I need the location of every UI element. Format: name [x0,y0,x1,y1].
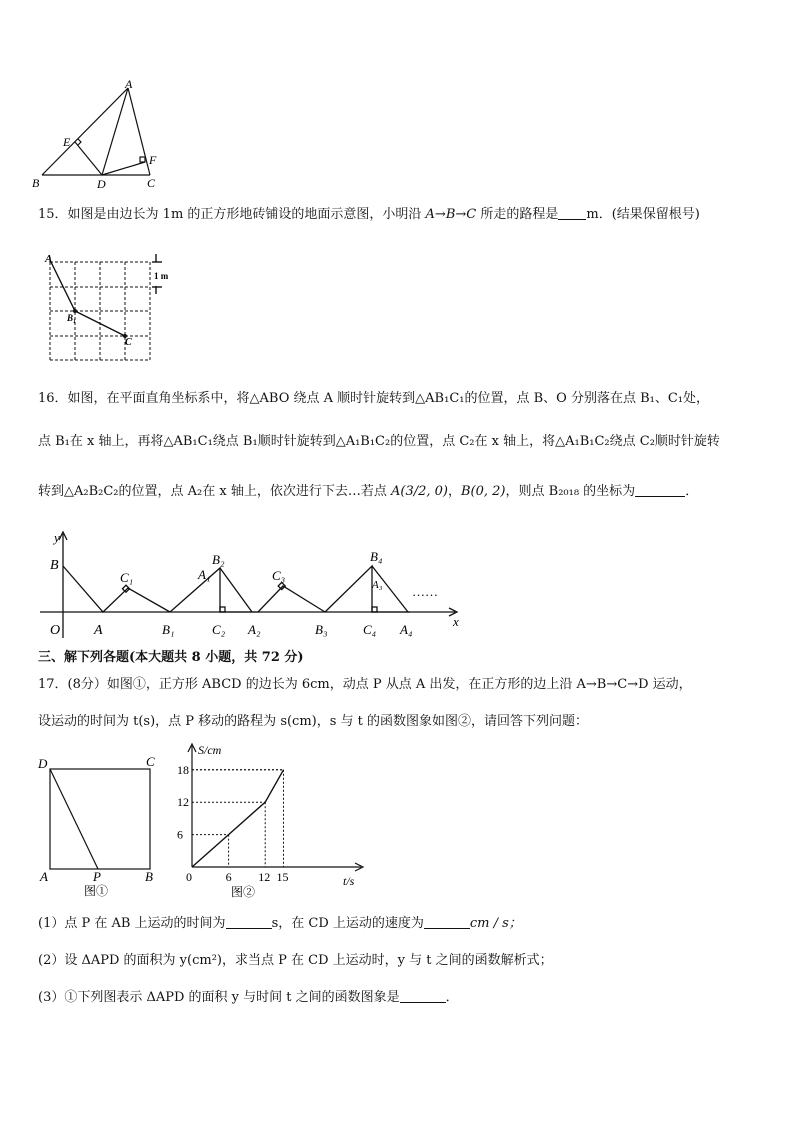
q17-line2: 设运动的时间为 t(s)，点 P 移动的路程为 s(cm)，s 与 t 的函数图象如图②，请回答下列问题： [38,714,589,729]
sq-label-A: A [40,869,48,884]
label-D: D [97,177,106,191]
q17-sub3: (3）①下列图表示 ΔAPD 的面积 y 与时间 t 之间的函数图象是 ． [38,990,459,1005]
q17-sub2: (2）设 ΔAPD 的面积为 y(cm²)，求当点 P 在 CD 上运动时，y 与 t 之间的函数解析式； [38,953,553,968]
q17-sub3-blank[interactable] [400,990,446,1003]
fig1-caption: 图① [84,884,109,898]
q16-rotation-figure [40,528,480,643]
y-tick-label: 6 [177,827,183,842]
fig-label-C1: C₁ [120,570,134,585]
grid-unit-label: 1 m [154,271,169,281]
fig2-caption: 图② [231,885,256,899]
fig-label-B1: B₁ [162,622,175,637]
chart-xlabel: t/s [343,874,355,888]
y-tick-label: 18 [177,762,189,777]
q15-grid-figure [40,248,180,368]
q17-sub1-blank-speed[interactable] [424,916,470,929]
fig-label-A4: A₄ [400,622,413,637]
chart-ylabel: S/cm [198,743,222,757]
grid-label-B1: B₁ [67,313,77,323]
q15-answer-blank[interactable] [558,207,586,220]
q16-answer-blank[interactable] [635,484,685,497]
fig-label-A: A [94,623,103,638]
q17-square-figure [36,755,166,900]
label-A: A [125,80,133,91]
fig-label-B: B [50,558,59,573]
sq-label-C: C [146,755,155,769]
grid-label-A: A [45,253,53,265]
fig-label-B2: B₂ [212,552,225,567]
axis-x-label: x [453,614,459,629]
triangle-figure [30,80,170,192]
fig-label-B4: B₄ [370,549,383,564]
section-3-heading: 三、解下列各题(本大题共 8 小题，共 72 分) [38,650,304,665]
sq-label-P: P [93,869,101,884]
point-A-coords: A(3/2, 0) [390,484,448,499]
fig-label-C3: C₃ [272,568,286,583]
point-B-coords: B(0, 2) [461,484,506,499]
series-line-s [192,770,284,867]
q17-sub1-blank-time[interactable] [226,916,272,929]
fig-label-C2: C₂ [212,622,226,637]
fig-label-A1: A₁ [198,567,211,582]
fig-label-A2: A₂ [248,622,261,637]
label-F: F [149,153,157,167]
q16-line3: 转到△A₂B₂C₂的位置，点 A₂在 x 轴上，依次进行下去…若点 A(3/2, 0)，B(0, 2)，则点 B₂₀₁₈ 的坐标为 ． [38,484,699,499]
label-E: E [63,135,71,149]
q17-line1: 17．(8分）如图①，正方形 ABCD 的边长为 6cm，动点 P 从点 A 出发，在正方形的边上沿 A→B→C→D 运动， [38,677,692,692]
q16-line1: 16．如图，在平面直角坐标系中，将△ABO 绕点 A 顺时针旋转到△AB₁C₁的位置，点 B、O 分别落在点 B₁、C₁处， [38,391,710,406]
grid-label-C: C [125,337,132,348]
label-C: C [147,176,156,190]
y-tick-label: 12 [177,795,189,810]
x-tick-label: 15 [276,870,289,884]
q15-text: 15．如图是由边长为 1m 的正方形地砖铺设的地面示意图，小明沿 A→B→C 所走的路程是 m．(结果保留根号) [38,207,700,222]
fig-ellipsis: …… [412,584,438,599]
sq-label-B: B [145,869,153,884]
fig-label-A3: A₃ [372,579,383,591]
x-tick-label: 12 [258,870,271,884]
origin-label: O [50,623,61,638]
label-B: B [32,176,40,190]
axis-y-label: y [54,530,60,545]
fig-label-C4: C₄ [363,622,377,637]
chart-origin: 0 [186,870,192,884]
q16-line2: 点 B₁在 x 轴上，再将△AB₁C₁绕点 B₁顺时针旋转到△A₁B₁C₂的位置，点 C₂在 x 轴上，将△A₁B₁C₂绕点 C₂顺时针旋转 [38,434,720,449]
sq-label-D: D [38,756,48,771]
fig-label-B3: B₃ [315,622,328,637]
x-tick-label: 6 [225,870,232,884]
q17-sub1: (1）点 P 在 AB 上运动的时间为 s，在 CD 上运动的速度为 cm / s； [38,916,522,931]
q17-function-chart [165,740,380,900]
